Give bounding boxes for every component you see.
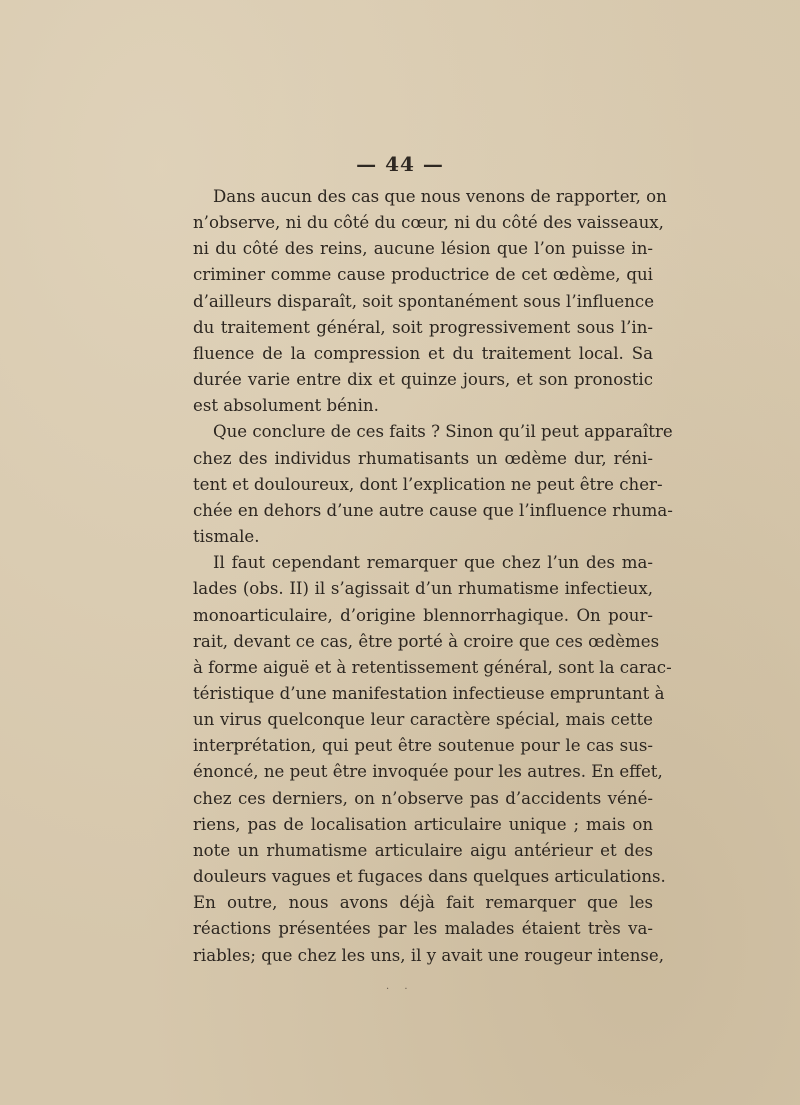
text-line: à forme aiguë et à retentissement général, sont la carac- bbox=[193, 657, 672, 677]
text-line: du traitement général, soit progressivement sous l’in- bbox=[193, 317, 653, 337]
paragraph-3 bbox=[193, 550, 672, 969]
paragraph-1 bbox=[193, 184, 667, 419]
text-line: riables; que chez les uns, il y avait une rougeur intense, bbox=[193, 945, 664, 965]
text-line: est absolument bénin. bbox=[193, 396, 379, 416]
text-line: fluence de la compression et du traitement local. Sa bbox=[193, 343, 653, 363]
text-line: rait, devant ce cas, être porté à croire que ces œdèmes bbox=[193, 631, 660, 651]
text-line: téristique d’une manifestation infectieuse empruntant à bbox=[193, 683, 665, 703]
text-line: En outre, nous avons déjà fait remarquer que les bbox=[193, 893, 653, 913]
paragraph-2 bbox=[193, 419, 673, 550]
text-line: monoarticulaire, d’origine blennorrhagique. On pour- bbox=[193, 605, 653, 625]
text-line: tismale. bbox=[193, 527, 260, 547]
page-number: — 44 — bbox=[356, 152, 444, 176]
footer-mark: · · bbox=[386, 984, 414, 995]
text-line: chée en dehors d’une autre cause que l’influence rhuma- bbox=[193, 500, 673, 520]
text-line: criminer comme cause productrice de cet œdème, qui bbox=[193, 265, 653, 285]
text-line: lades (obs. II) il s’agissait d’un rhumatisme infectieux, bbox=[193, 579, 653, 599]
text-line: chez des individus rhumatisants un œdème dur, réni- bbox=[193, 448, 653, 468]
text-line: Il faut cependant remarquer que chez l’un des ma- bbox=[213, 553, 653, 573]
text-line: interprétation, qui peut être soutenue pour le cas sus- bbox=[193, 736, 653, 756]
text-line: réactions présentées par les malades étaient très va- bbox=[193, 919, 653, 939]
text-line: tent et douloureux, dont l’explication ne peut être cher- bbox=[193, 474, 663, 494]
text-line: douleurs vagues et fugaces dans quelques articulations. bbox=[193, 867, 666, 887]
text-line: d’ailleurs disparaît, soit spontanément sous l’influence bbox=[193, 291, 655, 311]
text-line: ni du côté des reins, aucune lésion que l’on puisse in- bbox=[193, 239, 653, 259]
text-line: note un rhumatisme articulaire aigu antérieur et des bbox=[193, 840, 653, 860]
text-line: durée varie entre dix et quinze jours, et son pronostic bbox=[193, 370, 653, 390]
text-line: Dans aucun des cas que nous venons de rapporter, on bbox=[213, 187, 667, 206]
text-line: n’observe, ni du côté du cœur, ni du côté des vaisseaux, bbox=[193, 213, 664, 233]
text-line: riens, pas de localisation articulaire unique ; mais on bbox=[193, 814, 653, 834]
body-text bbox=[193, 184, 673, 969]
text-line: énoncé, ne peut être invoquée pour les autres. En effet, bbox=[193, 762, 663, 782]
text-line: un virus quelconque leur caractère spécial, mais cette bbox=[193, 710, 653, 730]
text-line: chez ces derniers, on n’observe pas d’accidents véné- bbox=[193, 788, 653, 808]
text-line: Que conclure de ces faits ? Sinon qu’il peut apparaître bbox=[213, 422, 673, 442]
